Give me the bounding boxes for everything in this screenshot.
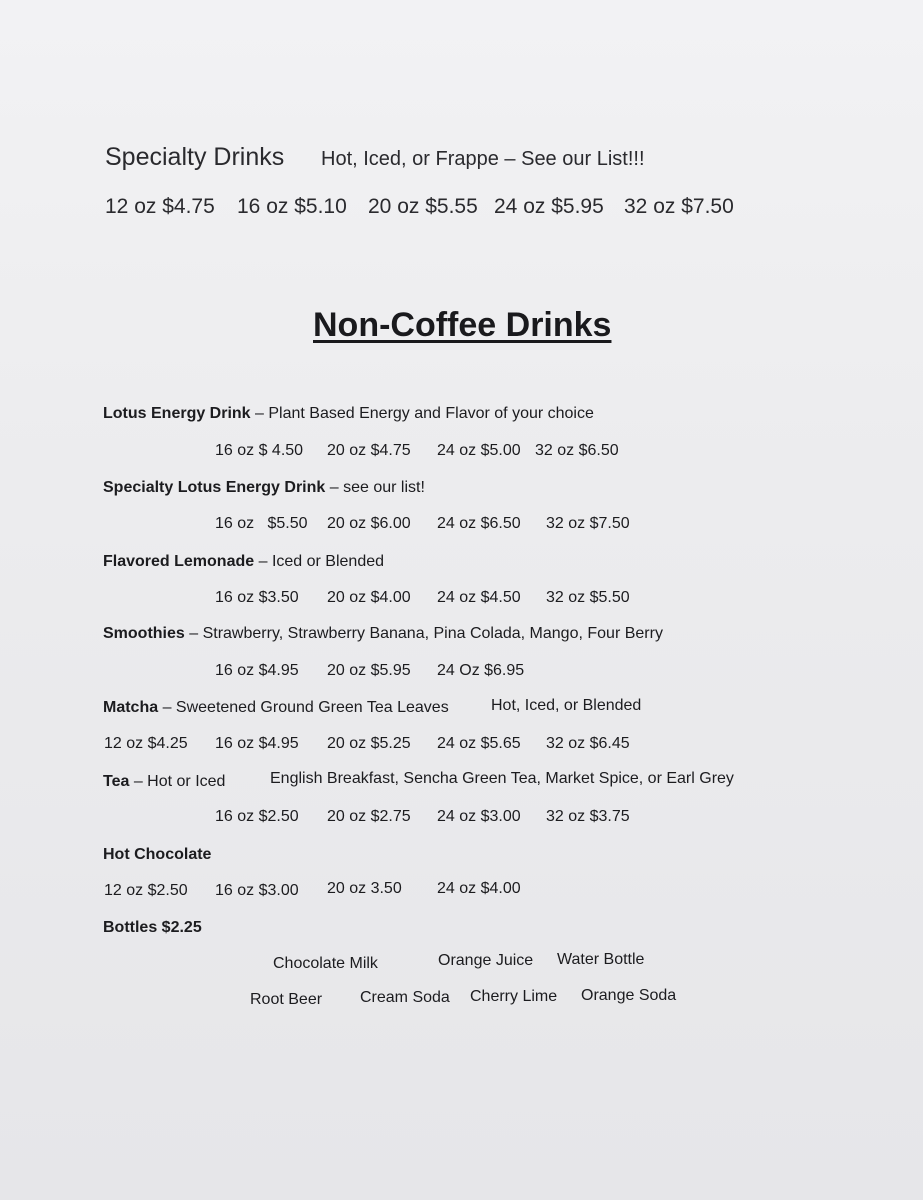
menu-item-smoothies: [103, 625, 663, 643]
item-name: Tea: [103, 773, 130, 790]
item-desc: – see our list!: [325, 479, 425, 496]
item-price: 20 oz $5.25: [327, 735, 411, 752]
item-name: Flavored Lemonade: [103, 553, 255, 570]
item-desc: – Hot or Iced: [129, 773, 226, 790]
item-name: Lotus Energy Drink: [103, 405, 251, 422]
item-name: Smoothies: [103, 625, 185, 642]
item-price: 20 oz $6.00: [327, 515, 411, 532]
bottle-item: Chocolate Milk: [273, 955, 378, 972]
item-price: 12 oz $2.50: [104, 882, 188, 899]
menu-item-lotus-energy: [103, 405, 594, 423]
item-price: 16 oz $4.95: [215, 662, 299, 679]
item-price: 24 oz $6.50: [437, 515, 521, 532]
item-price: 24 oz $3.00: [437, 808, 521, 825]
menu-item-matcha: [103, 699, 449, 717]
item-price: 24 oz $4.50: [437, 589, 521, 606]
item-price: 20 oz $5.95: [327, 662, 411, 679]
item-price: 20 oz 3.50: [327, 880, 402, 897]
item-price: 20 oz $2.75: [327, 808, 411, 825]
item-price: 16 oz $4.95: [215, 735, 299, 752]
item-price: 16 oz $ 4.50: [215, 442, 304, 459]
item-price: 16 oz $5.50: [215, 515, 308, 532]
item-price: 16 oz $2.50: [215, 808, 299, 825]
item-price: 24 Oz $6.95: [437, 662, 525, 679]
item-price: 16 oz $3.50: [215, 589, 299, 606]
item-desc: – Iced or Blended: [254, 553, 385, 570]
menu-item-hot-chocolate: [103, 846, 211, 864]
item-desc: – Sweetened Ground Green Tea Leaves: [158, 699, 449, 716]
item-name: Hot Chocolate: [103, 846, 212, 863]
bottle-item: Orange Juice: [438, 952, 534, 969]
specialty-drinks-note: Hot, Iced, or Frappe – See our List!!!: [321, 148, 645, 170]
specialty-price: 20 oz $5.55: [368, 195, 478, 218]
item-price: 24 oz $5.00: [437, 442, 521, 459]
item-price: 20 oz $4.75: [327, 442, 411, 459]
bottles-title: Bottles $2.25: [103, 919, 202, 936]
item-price: 20 oz $4.00: [327, 589, 411, 606]
item-price: 24 oz $4.00: [437, 880, 521, 897]
item-desc: – Strawberry, Strawberry Banana, Pina Colada, Mango, Four Berry: [184, 625, 663, 642]
item-extra: English Breakfast, Sencha Green Tea, Market Spice, or Earl Grey: [270, 770, 734, 787]
menu-item-flavored-lemonade: [103, 553, 384, 571]
item-price: 16 oz $3.00: [215, 882, 299, 899]
non-coffee-heading: Non-Coffee Drinks: [313, 306, 612, 344]
item-price: 32 oz $7.50: [546, 515, 630, 532]
specialty-price: 16 oz $5.10: [237, 195, 347, 218]
bottle-item: Cream Soda: [360, 989, 450, 1006]
item-price: 32 oz $6.45: [546, 735, 630, 752]
menu-item-tea: [103, 773, 225, 791]
item-price: 12 oz $4.25: [104, 735, 188, 752]
specialty-price: 12 oz $4.75: [105, 195, 215, 218]
item-price: 32 oz $6.50: [535, 442, 619, 459]
item-price: 24 oz $5.65: [437, 735, 521, 752]
bottle-item: Water Bottle: [557, 951, 645, 968]
item-name: Matcha: [103, 699, 159, 716]
bottle-item: Orange Soda: [581, 987, 677, 1004]
item-price: 32 oz $5.50: [546, 589, 630, 606]
item-price: 32 oz $3.75: [546, 808, 630, 825]
item-desc: – Plant Based Energy and Flavor of your choice: [250, 405, 594, 422]
bottle-item: Cherry Lime: [470, 988, 558, 1005]
bottle-item: Root Beer: [250, 991, 323, 1008]
item-name: Specialty Lotus Energy Drink: [103, 479, 326, 496]
item-extra: Hot, Iced, or Blended: [491, 697, 642, 714]
specialty-price: 24 oz $5.95: [494, 195, 604, 218]
menu-item-specialty-lotus: [103, 479, 425, 497]
specialty-price: 32 oz $7.50: [624, 195, 734, 218]
specialty-drinks-title: Specialty Drinks: [105, 143, 285, 171]
